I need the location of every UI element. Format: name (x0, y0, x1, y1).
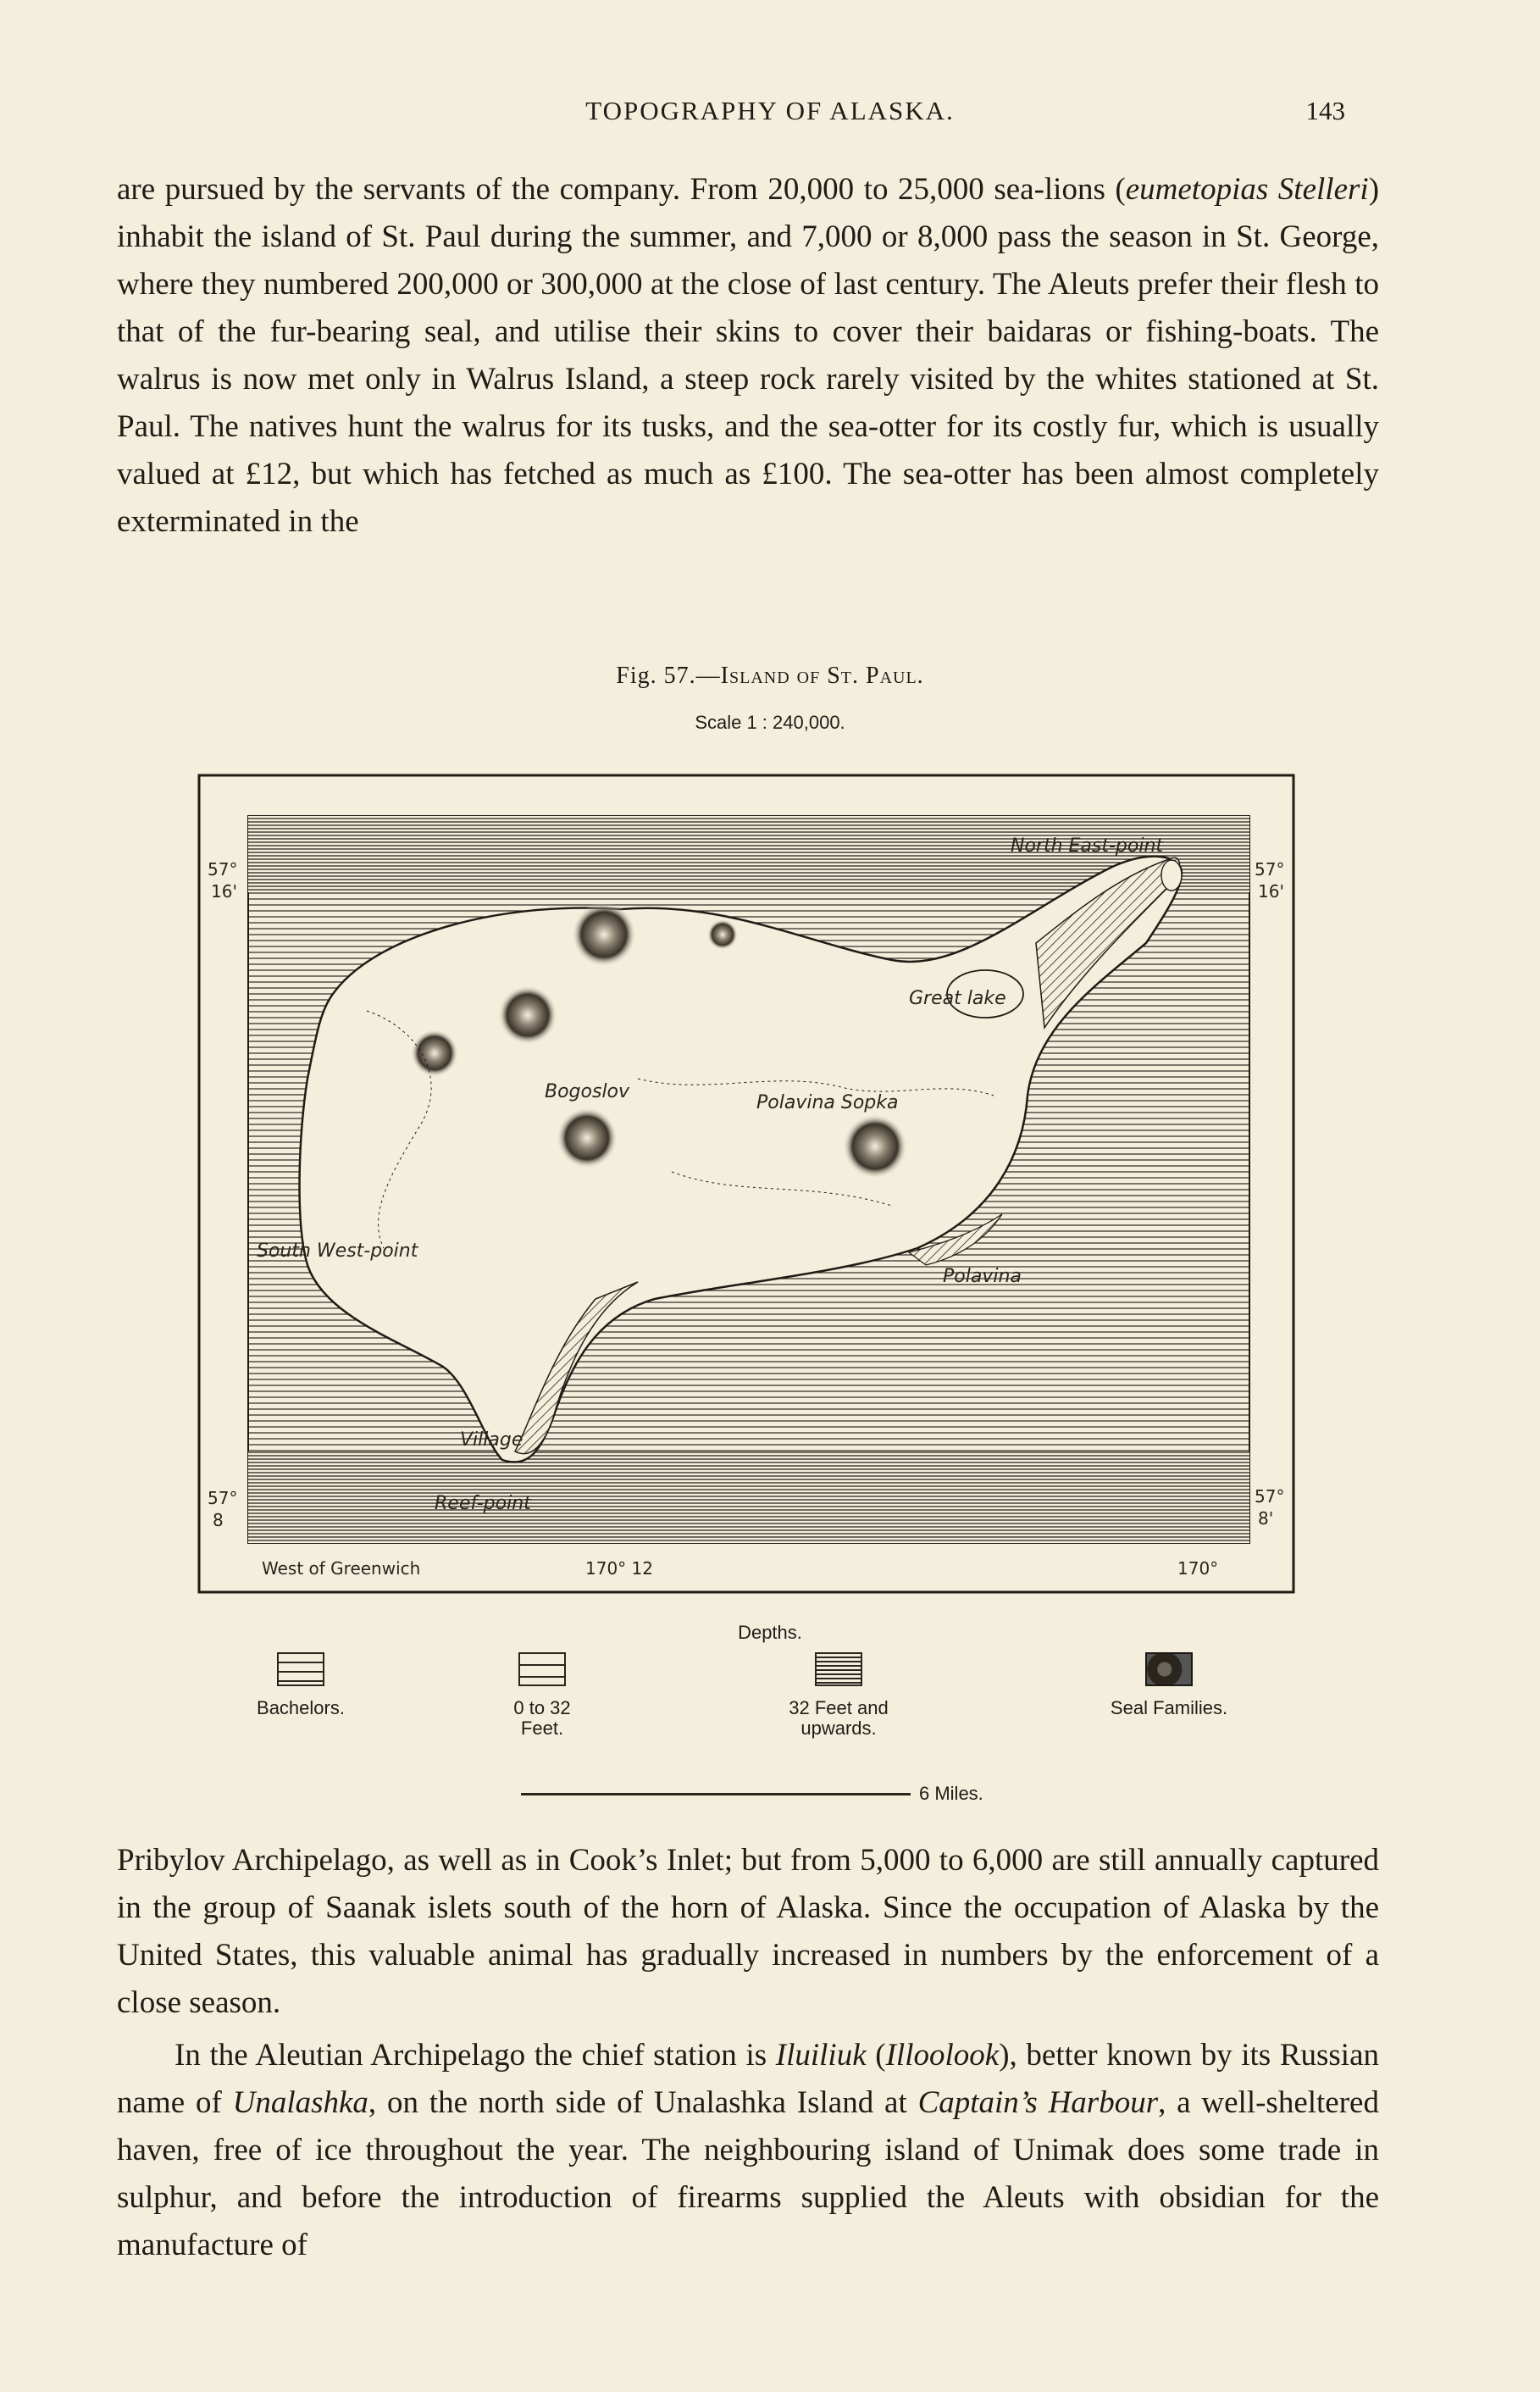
label-polavina: Polavina (943, 1266, 1022, 1287)
legend-label: 32 Feet and (789, 1697, 889, 1718)
label-bogoslov: Bogoslov (545, 1081, 630, 1102)
north-east-pond (1161, 860, 1182, 891)
legend-shallow (449, 1652, 635, 1739)
legend-label: Bachelors. (257, 1697, 345, 1718)
figure-scale: Scale 1 : 240,000. (695, 712, 845, 733)
italic-place-name: Iluiliuk (775, 2038, 867, 2073)
hill-bogoslov (557, 1107, 618, 1168)
hill-polavina-sopka (843, 1114, 907, 1179)
italic-place-name: Illoolook (885, 2038, 1000, 2073)
legend-bachelors (208, 1652, 394, 1718)
legend-label: Feet. (520, 1718, 564, 1739)
top-paragraph (117, 166, 1379, 546)
deep-water-south (248, 1451, 1249, 1543)
legend-label: upwards. (800, 1718, 877, 1739)
hill-west (498, 985, 557, 1045)
text-run: , a well-sheltered haven, free of ice throughout the year. The neighbouring island of Unimak does some trade in sulphur, and before the introduction of firearms supplied the Aleuts with obsidian for the manufacture of (117, 2085, 1379, 2262)
deep-swatch (815, 1652, 862, 1686)
hill-far-west (411, 1030, 458, 1077)
hill-small (707, 919, 738, 950)
paragraph: Pribylov Archipelago, as well as in Cook’s Inlet; but from 5,000 to 6,000 are still annually captured in the group of Saanak islets south of the horn of Alaska. Since the occupation of Alaska by the United States, this valuable animal has gradually increased in numbers by the enforcement of a close season. (117, 1843, 1379, 2020)
legend-label: 0 to 32 (513, 1697, 571, 1718)
italic-place-name: Captain’s Harbour (917, 2085, 1159, 2120)
text-run: In the Aleutian Archipelago the chief station is (174, 2038, 776, 2073)
running-head (0, 89, 1540, 131)
running-title: TOPOGRAPHY OF ALASKA. (585, 96, 955, 125)
lat-bottom-right-deg: 57° (1255, 1486, 1285, 1507)
paragraph (117, 2032, 1379, 2269)
shallow-swatch (518, 1652, 566, 1686)
legend-label: Seal Families. (1110, 1697, 1228, 1718)
scale-label: 6 Miles. (919, 1783, 983, 1804)
scale-line (521, 1793, 911, 1795)
figure-number: Fig. 57.— (616, 663, 721, 689)
bachelors-swatch (277, 1652, 324, 1686)
label-village: Village (460, 1429, 523, 1451)
legend-deep (745, 1652, 932, 1739)
lat-top-right-min: 16' (1258, 881, 1284, 902)
text-run: ( (866, 2038, 886, 2073)
island-map (197, 774, 1295, 1594)
text-run: ), better known by its Russian name of (117, 2038, 1380, 2120)
label-reef-point: Reef-point (435, 1493, 531, 1514)
text-run: ) inhabit the island of St. Paul during the summer, and 7,000 or 8,000 pass the season in St. George, where they numbered 200,000 or 300,000 at the close of last century. The Aleuts prefer their flesh to that of the fur-bearing seal, and utilise their skins to cover their baidaras or fishing-boats. The walrus is now met only in Walrus Island, a steep rock rarely visited by the whites stationed at St. Paul. The natives hunt the walrus for its tusks, and the sea-otter for its costly fur, which is usually valued at £12, but which has fetched as much as £100. The sea-otter has been almost completely exterminated in the (117, 172, 1380, 539)
italic-species-name: eumetopias Stelleri (1125, 172, 1369, 207)
label-polavina-sopka: Polavina Sopka (756, 1092, 899, 1113)
lat-top-left-deg: 57° (208, 859, 238, 880)
label-great-lake: Great lake (909, 988, 1006, 1009)
scale-bar (521, 1783, 983, 1820)
page-number: 143 (1305, 96, 1345, 125)
hill-north (572, 902, 636, 967)
figure-title: Island of St. Paul. (720, 663, 924, 689)
lon-right: 170° (1177, 1558, 1219, 1579)
lat-top-left-min: 16' (211, 881, 237, 902)
lat-bottom-left-deg: 57° (208, 1488, 238, 1508)
text-run: , on the north side of Unalashka Island at (368, 2085, 918, 2120)
seal-families-swatch (1145, 1652, 1193, 1686)
label-north-east-point: North East-point (1011, 835, 1164, 857)
figure-caption (0, 663, 1540, 690)
text-run: are pursued by the servants of the company. From 20,000 to 25,000 sea-lions ( (117, 172, 1126, 207)
label-south-west-point: South West-point (257, 1240, 418, 1262)
west-of-greenwich: West of Greenwich (262, 1558, 421, 1579)
italic-place-name: Unalashka (232, 2085, 368, 2120)
bottom-text (117, 1837, 1379, 2269)
legend-title: Depths. (738, 1622, 802, 1643)
lat-bottom-right-min: 8' (1258, 1508, 1274, 1529)
legend-seal-families (1076, 1652, 1262, 1718)
lon-mid: 170° 12 (585, 1558, 653, 1579)
lat-top-right-deg: 57° (1255, 859, 1285, 880)
lat-bottom-left-min: 8 (213, 1510, 224, 1530)
